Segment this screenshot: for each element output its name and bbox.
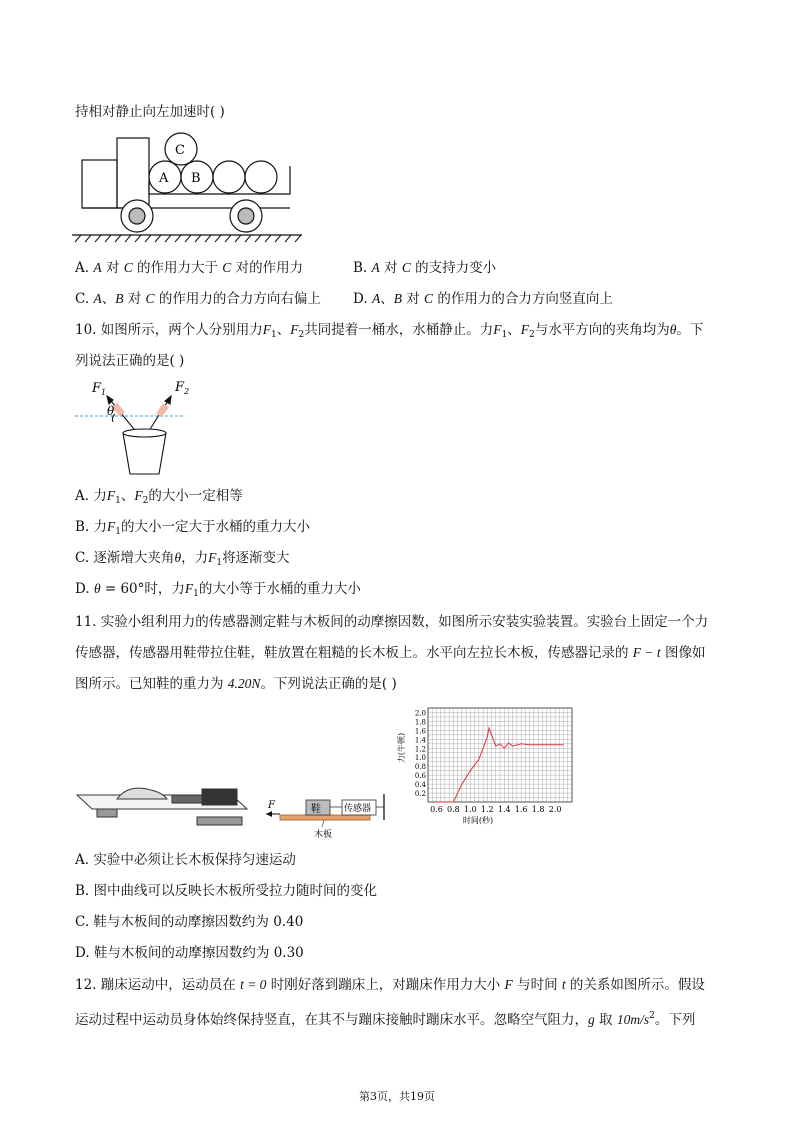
page-footer: 第3页，共19页 bbox=[359, 1090, 435, 1103]
y-tick-label: 0.8 bbox=[414, 763, 426, 772]
question-9-tail: 持相对静止向左加速时( ) bbox=[75, 104, 225, 120]
x-tick-label: 2.0 bbox=[548, 805, 562, 814]
question-10-stem: 10. 如图所示，两个人分别用力$F_1$、$F_2$共同提着一桶水，水桶静止。力$F_1$、$F_2$与水平方向的夹角均为θ。下 bbox=[75, 322, 704, 340]
q10-option-c: C. 逐渐增大夹角θ，力$F_1$将逐渐变大 bbox=[75, 550, 290, 568]
y-tick-labels bbox=[415, 709, 427, 798]
y-axis-label: 力(牛顿) bbox=[397, 732, 406, 764]
q11-option-c: C. 鞋与木板间的动摩擦因数约为 0.40 bbox=[75, 914, 304, 930]
question-11-line-2: 传感器，传感器用鞋带拉住鞋，鞋放置在粗糙的长木板上。水平向左拉长木板，传感器记录的 F − t 图像如 bbox=[75, 645, 706, 661]
question-11-line-3: 图所示。已知鞋的重力为 4.20N。下列说法正确的是( ) bbox=[75, 676, 397, 692]
x-tick-label: 1.0 bbox=[463, 805, 477, 814]
y-tick-label: 1.4 bbox=[414, 736, 426, 745]
q10-option-b: B. 力$F_1$的大小一定大于水桶的重力大小 bbox=[75, 519, 310, 537]
question-10-stem-2: 列说法正确的是( ) bbox=[75, 353, 185, 369]
apparatus-photo bbox=[72, 775, 252, 835]
y-tick-label: 0.6 bbox=[414, 772, 426, 781]
ball-a-label: A bbox=[159, 171, 169, 186]
x-axis-label: 时间(秒) bbox=[462, 816, 494, 825]
q11-option-d: D. 鞋与木板间的动摩擦因数约为 0.30 bbox=[75, 945, 304, 961]
q10-option-d: D. θ = 60°时，力$F_1$的大小等于水桶的重力大小 bbox=[75, 581, 361, 599]
force-time-chart bbox=[396, 700, 576, 825]
q9-option-b: B. A 对 C 的支持力变小 bbox=[353, 260, 497, 276]
x-tick-label: 1.8 bbox=[531, 805, 545, 814]
x-tick-label: 0.8 bbox=[447, 805, 460, 814]
question-12-line-1: 12. 蹦床运动中，运动员在 t = 0 时刚好落到蹦床上，对蹦床作用力大小 F 与时间 t 的关系如图所示。假设 bbox=[75, 977, 705, 993]
shoe-label: 鞋 bbox=[311, 804, 321, 815]
ball-c-label: C bbox=[175, 143, 185, 158]
force-label: F bbox=[268, 800, 275, 811]
y-tick-label: 0.4 bbox=[414, 781, 426, 790]
f2-label: $F_2$ bbox=[175, 380, 190, 396]
question-11-line-1: 11. 实验小组利用力的传感器测定鞋与木板间的动摩擦因数，如图所示安装实验装置。实验台上固定一个力 bbox=[75, 614, 709, 630]
y-tick-label: 0.2 bbox=[414, 790, 426, 799]
bucket-figure bbox=[75, 378, 195, 478]
y-tick-label: 1.6 bbox=[414, 727, 426, 736]
f1-label: $F_1$ bbox=[92, 381, 107, 397]
x-tick-label: 1.4 bbox=[497, 805, 511, 814]
q9-option-c: C. A、B 对 C 的作用力的合力方向右偏上 bbox=[75, 291, 321, 307]
theta-label: θ bbox=[107, 404, 115, 418]
chart-grid bbox=[428, 708, 572, 802]
ball-b-label: B bbox=[191, 171, 201, 186]
y-tick-label: 2.0 bbox=[414, 709, 426, 718]
setup-schematic bbox=[266, 790, 396, 840]
sensor-label: 传感器 bbox=[344, 804, 372, 814]
x-tick-label: 1.6 bbox=[514, 805, 528, 814]
question-12-line-2: 运动过程中运动员身体始终保持竖直，在其不与蹦床接触时蹦床水平。忽略空气阻力，g 取 $10m/s^2$。下列 bbox=[75, 1011, 696, 1028]
y-tick-label: 1.0 bbox=[414, 754, 426, 763]
truck-figure bbox=[72, 130, 312, 240]
q11-option-a: A. 实验中必须让长木板保持匀速运动 bbox=[75, 852, 296, 868]
q10-option-a: A. 力$F_1$、$F_2$的大小一定相等 bbox=[75, 488, 243, 506]
q11-option-b: B. 图中曲线可以反映长木板所受拉力随时间的变化 bbox=[75, 883, 378, 899]
q9-option-a: A. A 对 C 的作用力大于 C 对的作用力 bbox=[75, 260, 304, 276]
board-label: 木板 bbox=[314, 830, 333, 840]
y-tick-label: 1.8 bbox=[414, 718, 426, 727]
q9-option-d: D. A、B 对 C 的作用力的合力方向竖直向上 bbox=[353, 291, 613, 307]
y-tick-label: 1.2 bbox=[414, 745, 426, 754]
x-tick-label: 1.2 bbox=[480, 805, 494, 814]
x-tick-label: 0.6 bbox=[430, 805, 443, 814]
x-tick-labels bbox=[430, 805, 561, 814]
